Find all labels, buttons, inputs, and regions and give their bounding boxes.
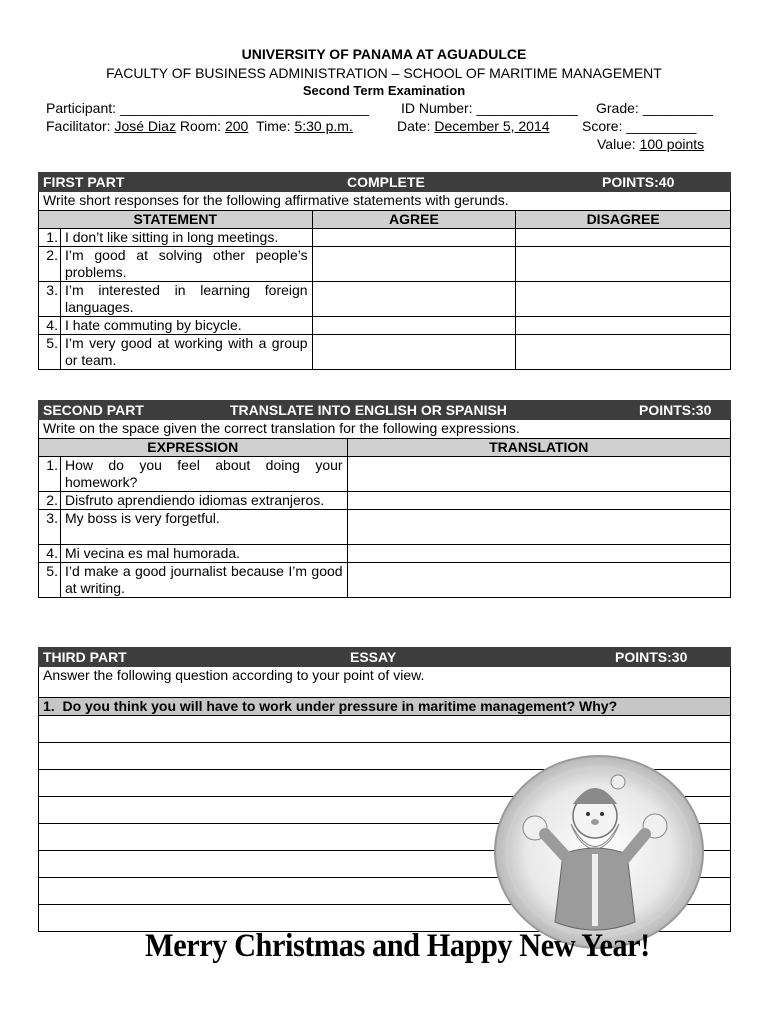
row-number: 5. (39, 335, 61, 370)
table-row (39, 492, 731, 510)
second-part-instruction: Write on the space given the correct translation for the following expressions. (39, 420, 731, 439)
col-statement: STATEMENT (39, 211, 313, 229)
expression-text: My boss is very forgetful. (60, 510, 347, 545)
expression-text: I’d make a good journalist because I’m good at writing. (60, 563, 347, 598)
agree-cell[interactable] (312, 282, 516, 317)
date-label: Date: (397, 118, 431, 134)
expression-text: Disfruto aprendiendo idiomas extranjeros. (60, 492, 347, 510)
third-part-points: POINTS:30 (615, 648, 688, 665)
grade-label: Grade: (596, 100, 639, 116)
agree-cell[interactable] (312, 335, 516, 370)
first-part-title: FIRST PART (43, 173, 125, 190)
translation-cell[interactable] (347, 492, 730, 510)
row-number: 2. (39, 247, 61, 282)
time-label: Time: (256, 118, 291, 134)
table-row (39, 510, 731, 545)
row-number: 2. (39, 492, 61, 510)
table-row (39, 545, 731, 563)
date-row (397, 118, 550, 134)
translation-cell[interactable] (347, 563, 730, 598)
question-text: Do you think you will have to work under pressure in maritime management? Why? (62, 698, 618, 714)
id-number-row (401, 100, 578, 116)
essay-question (39, 698, 731, 716)
table-row (39, 563, 731, 598)
faculty-title: FACULTY OF BUSINESS ADMINISTRATION – SCHOOL OF MARITIME MANAGEMENT (106, 65, 662, 81)
row-number: 4. (39, 317, 61, 335)
table-row (39, 335, 731, 370)
statement-text: I don’t like sitting in long meetings. (60, 229, 312, 247)
col-expression: EXPRESSION (39, 439, 348, 457)
score-row (582, 118, 696, 134)
col-disagree: DISAGREE (516, 211, 731, 229)
participant-field[interactable]: ________________________________ (119, 100, 370, 116)
first-part-table (38, 172, 731, 370)
translation-cell[interactable] (347, 545, 730, 563)
value-points: 100 points (639, 136, 705, 152)
first-part-type: COMPLETE (347, 173, 425, 190)
university-title: UNIVERSITY OF PANAMA AT AGUADULCE (241, 46, 527, 62)
participant-label: Participant: (46, 100, 117, 116)
statement-text: I’m very good at working with a group or team. (60, 335, 312, 370)
translation-cell[interactable] (347, 510, 730, 545)
table-row (39, 282, 731, 317)
second-part-table (38, 400, 731, 598)
third-part-instruction: Answer the following question according to your point of view. (39, 667, 731, 698)
second-part-header (39, 401, 731, 420)
col-agree: AGREE (312, 211, 516, 229)
statement-text: I’m good at solving other people’s problems. (60, 247, 312, 282)
disagree-cell[interactable] (516, 335, 731, 370)
disagree-cell[interactable] (516, 247, 731, 282)
grade-row (596, 100, 713, 116)
second-part-title: SECOND PART (43, 401, 144, 418)
score-label: Score: (582, 118, 623, 134)
col-translation: TRANSLATION (347, 439, 730, 457)
first-part-instruction: Write short responses for the following affirmative statements with gerunds. (39, 192, 731, 211)
question-number: 1. (43, 698, 55, 714)
santa-illustration (493, 754, 705, 950)
date-value: December 5, 2014 (434, 118, 550, 134)
table-row (39, 317, 731, 335)
table-row (39, 457, 731, 492)
holiday-greeting: Merry Christmas and Happy New Year! (145, 928, 650, 964)
room-value: 200 (224, 118, 249, 134)
expression-text: How do you feel about doing your homework? (60, 457, 347, 492)
participant-row (46, 100, 369, 116)
row-number: 1. (39, 229, 61, 247)
agree-cell[interactable] (312, 229, 516, 247)
statement-text: I’m interested in learning foreign languages. (60, 282, 312, 317)
second-part-points: POINTS:30 (639, 401, 712, 418)
facilitator-row (46, 118, 353, 134)
disagree-cell[interactable] (516, 317, 731, 335)
second-part-type: TRANSLATE INTO ENGLISH OR SPANISH (230, 401, 507, 418)
id-number-label: ID Number: (401, 100, 473, 116)
table-row (39, 229, 731, 247)
row-number: 3. (39, 282, 61, 317)
first-part-points: POINTS:40 (602, 173, 675, 190)
score-field[interactable]: _________ (626, 118, 697, 134)
grade-field[interactable]: _________ (642, 100, 713, 116)
first-part-columns (39, 211, 731, 229)
row-number: 4. (39, 545, 61, 563)
answer-line[interactable] (39, 716, 731, 743)
agree-cell[interactable] (312, 247, 516, 282)
id-number-field[interactable]: _____________ (476, 100, 578, 116)
translation-cell[interactable] (347, 457, 730, 492)
row-number: 3. (39, 510, 61, 545)
facilitator-name: José Diaz (114, 118, 176, 134)
value-row (597, 136, 704, 152)
room-label: Room: (179, 118, 222, 134)
third-part-header (39, 648, 731, 667)
statement-text: I hate commuting by bicycle. (60, 317, 312, 335)
table-row (39, 247, 731, 282)
time-value: 5:30 p.m. (294, 118, 353, 134)
value-label: Value: (597, 136, 636, 152)
third-part-type: ESSAY (350, 648, 397, 665)
expression-text: Mi vecina es mal humorada. (60, 545, 347, 563)
second-part-columns (39, 439, 731, 457)
row-number: 1. (39, 457, 61, 492)
row-number: 5. (39, 563, 61, 598)
exam-title: Second Term Examination (302, 83, 466, 98)
agree-cell[interactable] (312, 317, 516, 335)
third-part-title: THIRD PART (43, 648, 127, 665)
disagree-cell[interactable] (516, 229, 731, 247)
disagree-cell[interactable] (516, 282, 731, 317)
facilitator-label: Facilitator: (46, 118, 111, 134)
first-part-header (39, 173, 731, 192)
